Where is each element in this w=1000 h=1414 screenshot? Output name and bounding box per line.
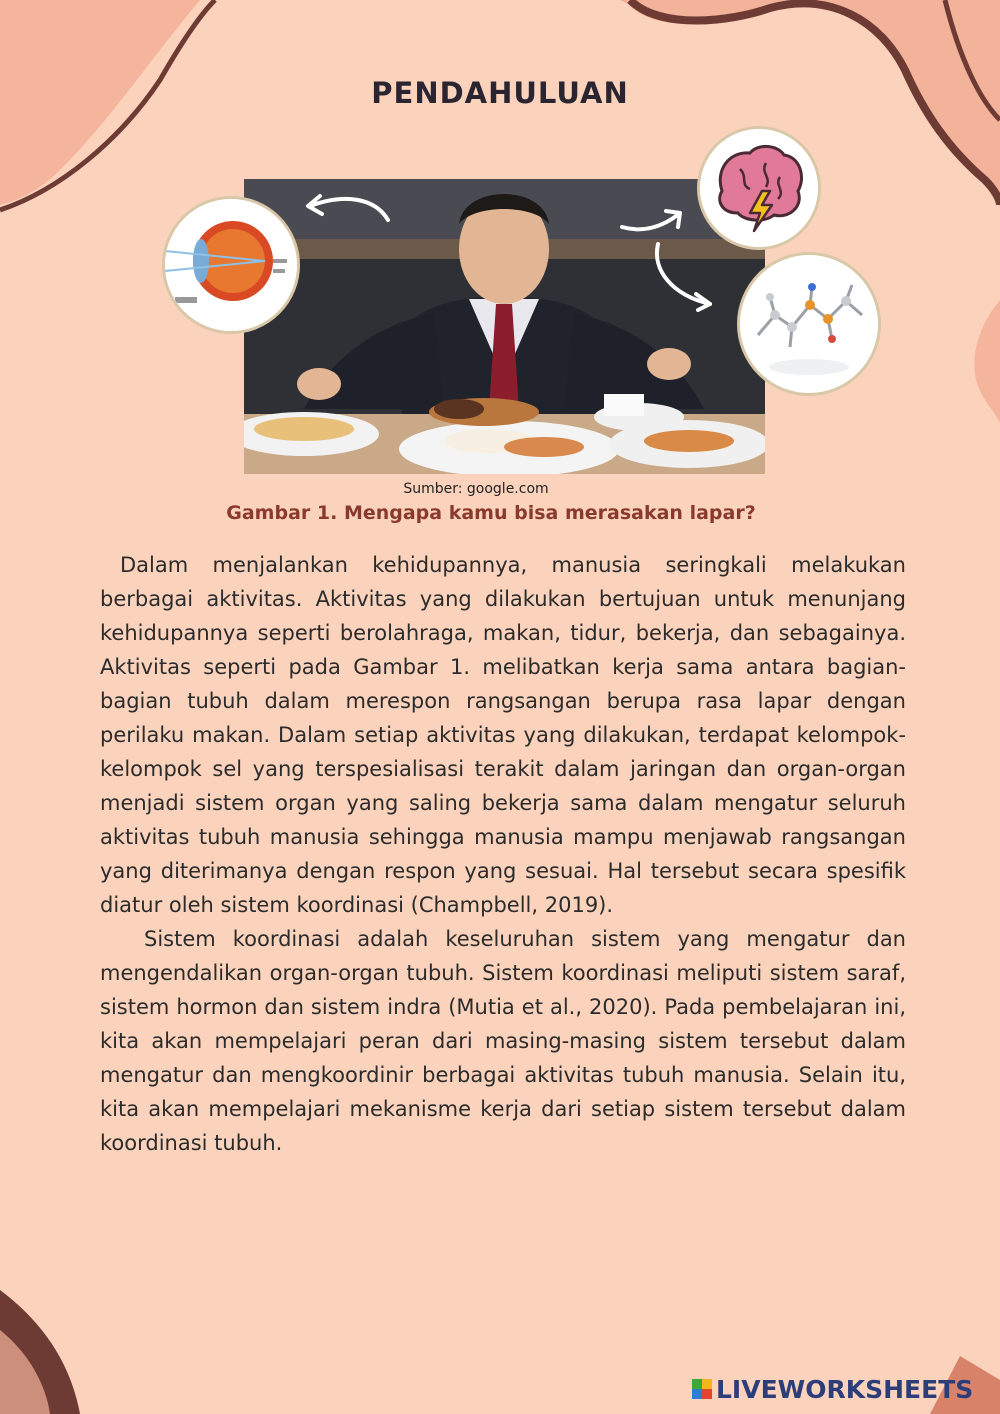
eye-diagram-icon <box>162 196 300 334</box>
paragraph-2: Sistem koordinasi adalah keseluruhan sistem yang mengatur dan mengendalikan organ-organ tubuh. Sistem koordinasi meliputi sistem saraf, sistem hormon dan sistem indra (Mutia et al., 2020). Pada pembelajaran ini, kita akan mempelajari peran dari masing-masing sistem tersebut dalam mengatur dan mengkoordinir berbagai aktivitas tubuh manusia. Selain itu, kita akan mempelajari mekanisme kerja dari setiap sistem tersebut dalam koordinasi tubuh. <box>100 927 906 1155</box>
arrow-icon <box>652 240 718 312</box>
logo-badge-icon <box>692 1379 712 1399</box>
figure-caption: Gambar 1. Mengapa kamu bisa merasakan lapar? <box>226 502 756 524</box>
paragraph-1: Dalam menjalankan kehidupannya, manusia seringkali melakukan berbagai aktivitas. Aktivitas yang dilakukan bertujuan untuk menunjang kehidupannya seperti berolahraga, makan, tidur, bekerja, dan sebagainya. Aktivitas seperti pada Gambar 1. melibatkan kerja sama antara bagian-bagian tubuh dalam merespon rangsangan berupa rasa lapar dengan perilaku makan. Dalam setiap aktivitas yang dilakukan, terdapat kelompok-kelompok sel yang terspesialisasi terakit dalam jaringan dan organ-organ menjadi sistem organ yang saling bekerja sama dalam mengatur seluruh aktivitas tubuh manusia sehingga manusia mampu menjawab rangsangan yang diterimanya dengan respon yang sesuai. Hal tersebut secara spesifik diatur oleh sistem koordinasi (Champbell, 2019). <box>100 553 906 917</box>
logo-text: LIVEWORKSHEETS <box>716 1374 974 1404</box>
body-text <box>100 548 906 1160</box>
molecule-icon <box>737 252 881 396</box>
arrow-icon <box>618 205 688 235</box>
page-title: PENDAHULUAN <box>371 76 629 110</box>
liveworksheets-logo[interactable] <box>692 1372 973 1406</box>
brain-lightning-icon <box>697 126 821 250</box>
figure-source: Sumber: google.com <box>403 481 549 497</box>
arrow-icon <box>300 188 395 228</box>
